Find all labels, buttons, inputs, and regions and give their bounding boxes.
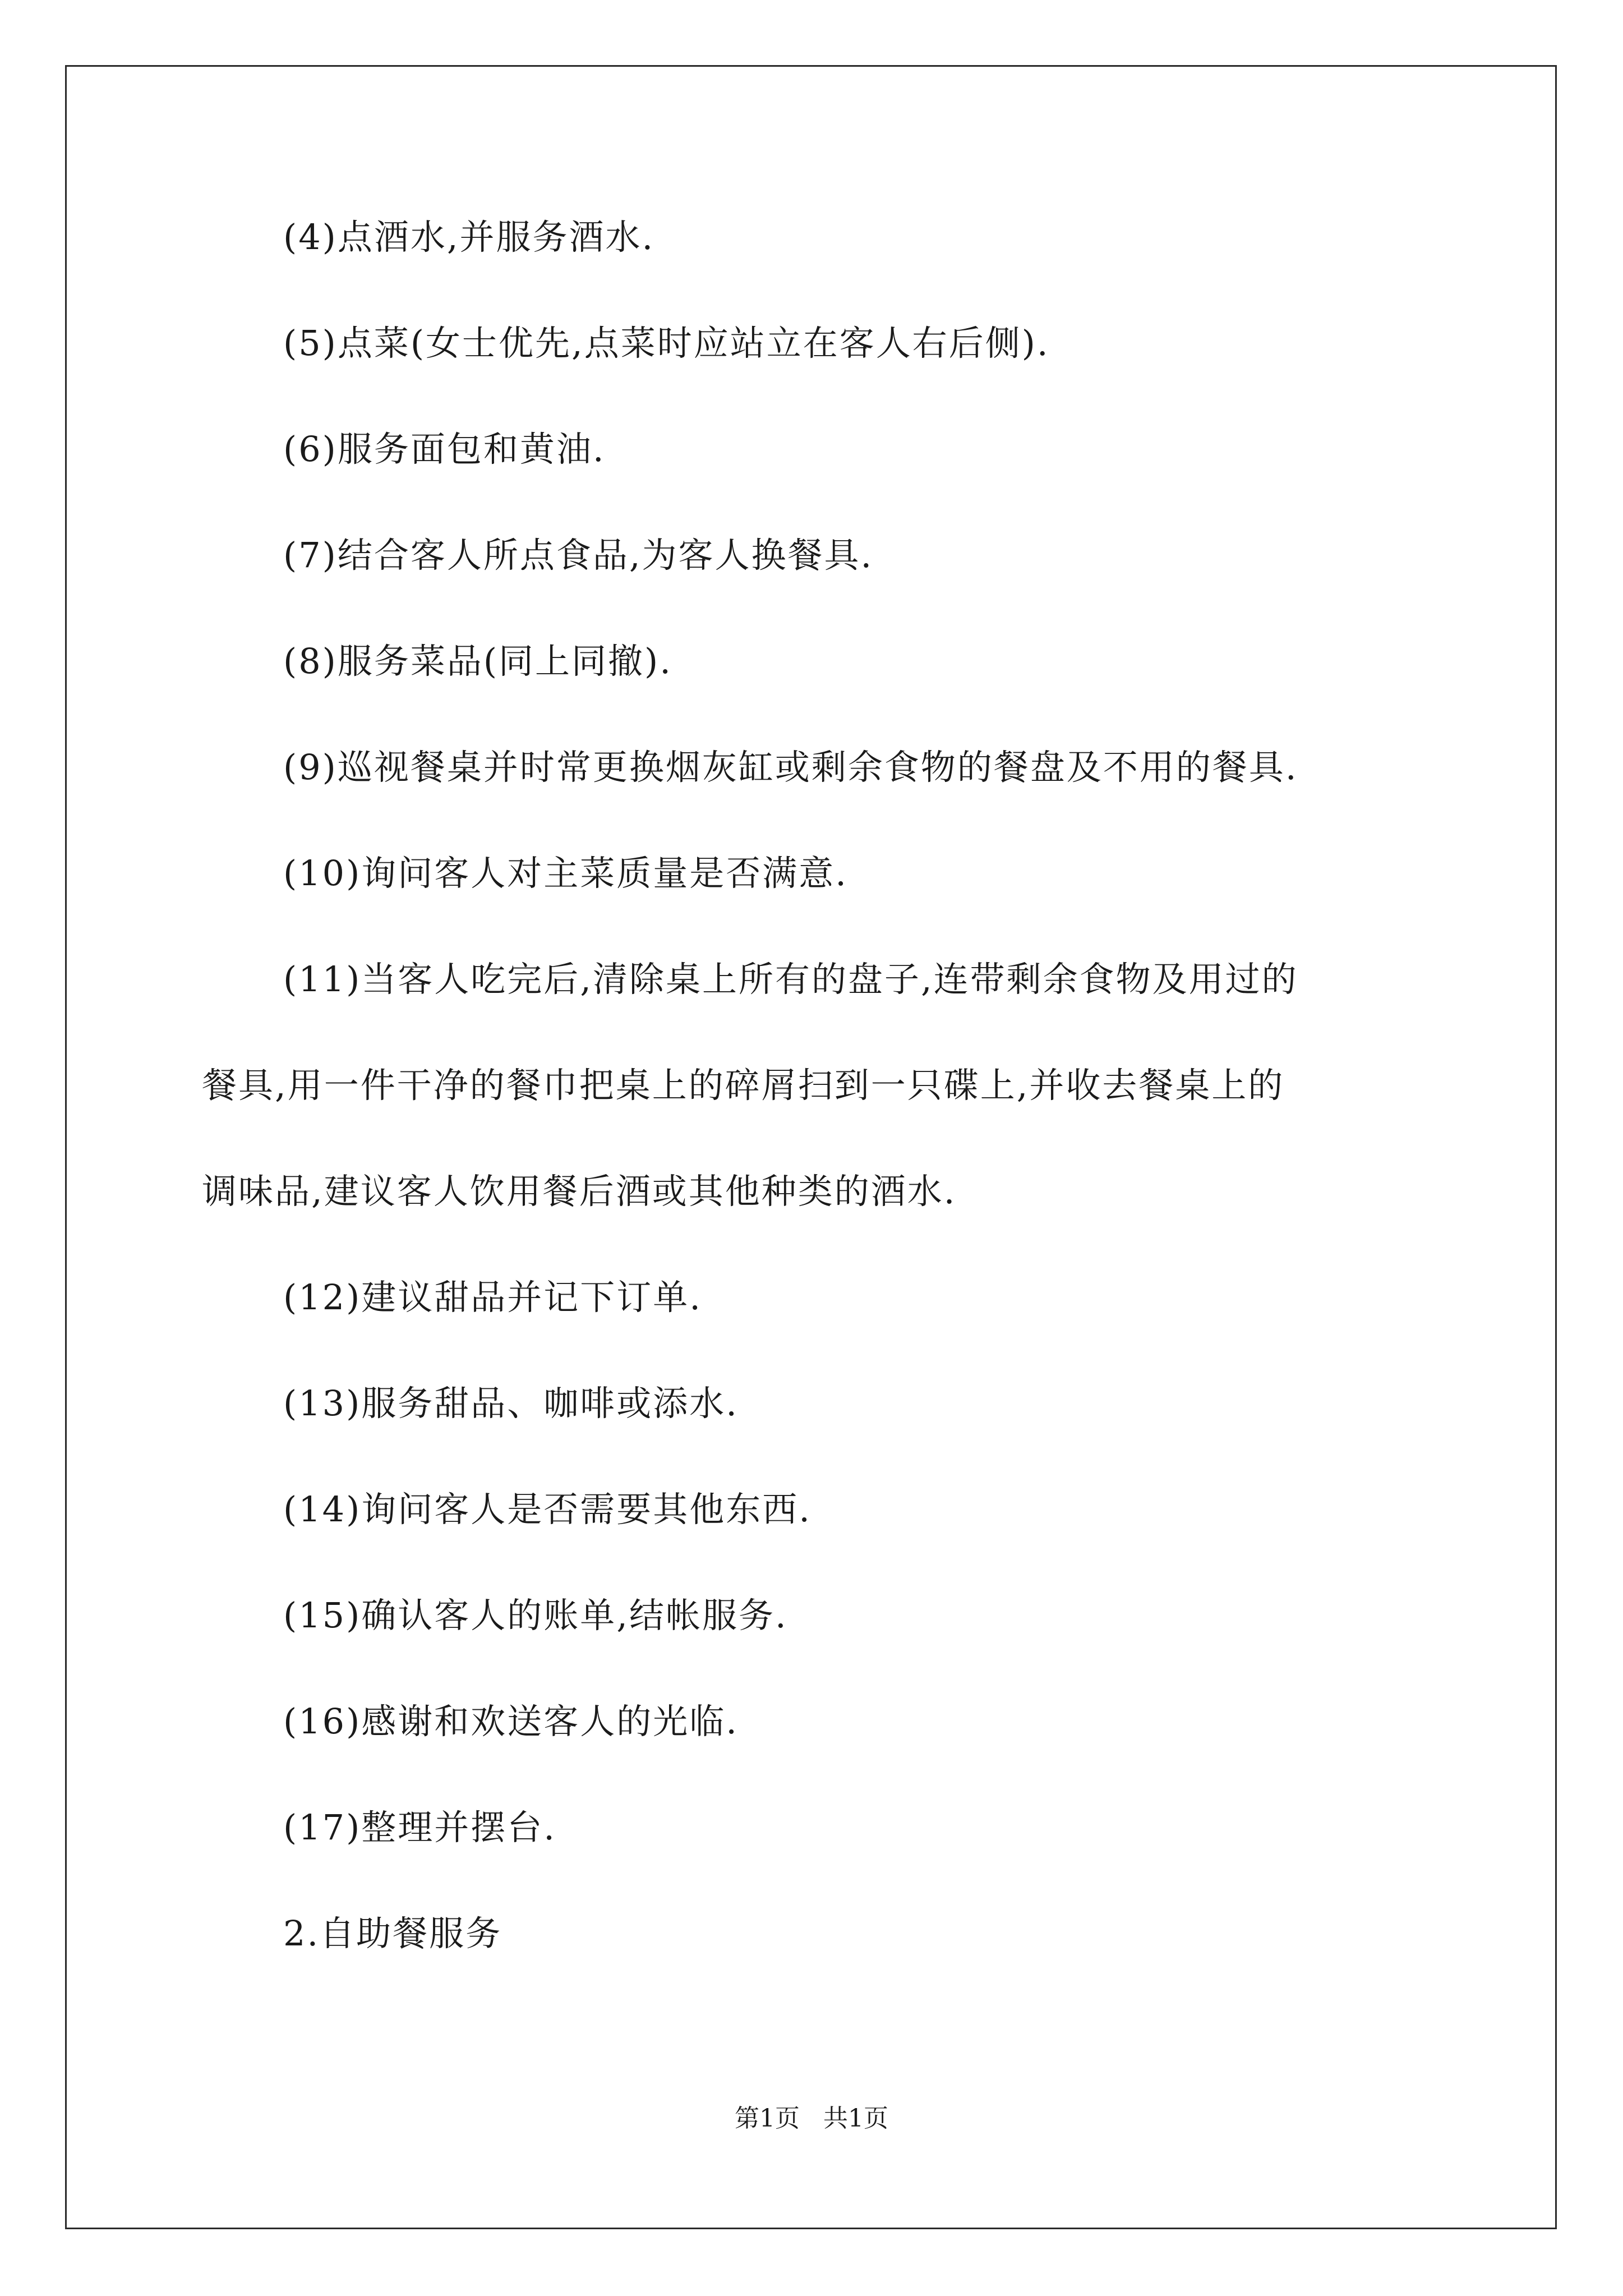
paragraph-8: (8)服务菜品(同上同撤).: [283, 641, 672, 682]
paragraph-17: (17)整理并摆台.: [283, 1807, 556, 1848]
page-footer: [0, 2098, 1623, 2134]
paragraph-13: (13)服务甜品、咖啡或添水.: [283, 1383, 739, 1424]
paragraph-11-line-3: 调味品,建议客人饮用餐后酒或其他种类的酒水.: [202, 1171, 957, 1212]
page-number-label: 第1页 共1页: [735, 2104, 888, 2133]
paragraph-4: (4)点酒水,并服务酒水.: [283, 217, 655, 257]
paragraph-7: (7)结合客人所点食品,为客人换餐具.: [283, 535, 874, 576]
paragraph-16: (16)感谢和欢送客人的光临.: [283, 1701, 739, 1742]
section-heading-buffet-service: 2.自助餐服务: [283, 1913, 502, 1954]
paragraph-5: (5)点菜(女士优先,点菜时应站立在客人右后侧).: [283, 323, 1050, 364]
paragraph-11: [202, 959, 1453, 1212]
document-body: [202, 217, 1453, 2022]
paragraph-12: (12)建议甜品并记下订单.: [283, 1277, 702, 1318]
paragraph-11-line-2: 餐具,用一件干净的餐巾把桌上的碎屑扫到一只碟上,并收去餐桌上的: [202, 1065, 1285, 1106]
paragraph-14: (14)询问客人是否需要其他东西.: [283, 1489, 811, 1530]
paragraph-9: (9)巡视餐桌并时常更换烟灰缸或剩余食物的餐盘及不用的餐具.: [283, 747, 1298, 788]
paragraph-10: (10)询问客人对主菜质量是否满意.: [283, 853, 848, 894]
paragraph-11-line-1: (11)当客人吃完后,清除桌上所有的盘子,连带剩余食物及用过的: [283, 959, 1298, 1000]
paragraph-15: (15)确认客人的账单,结帐服务.: [283, 1595, 788, 1636]
paragraph-6: (6)服务面包和黄油.: [283, 429, 606, 470]
